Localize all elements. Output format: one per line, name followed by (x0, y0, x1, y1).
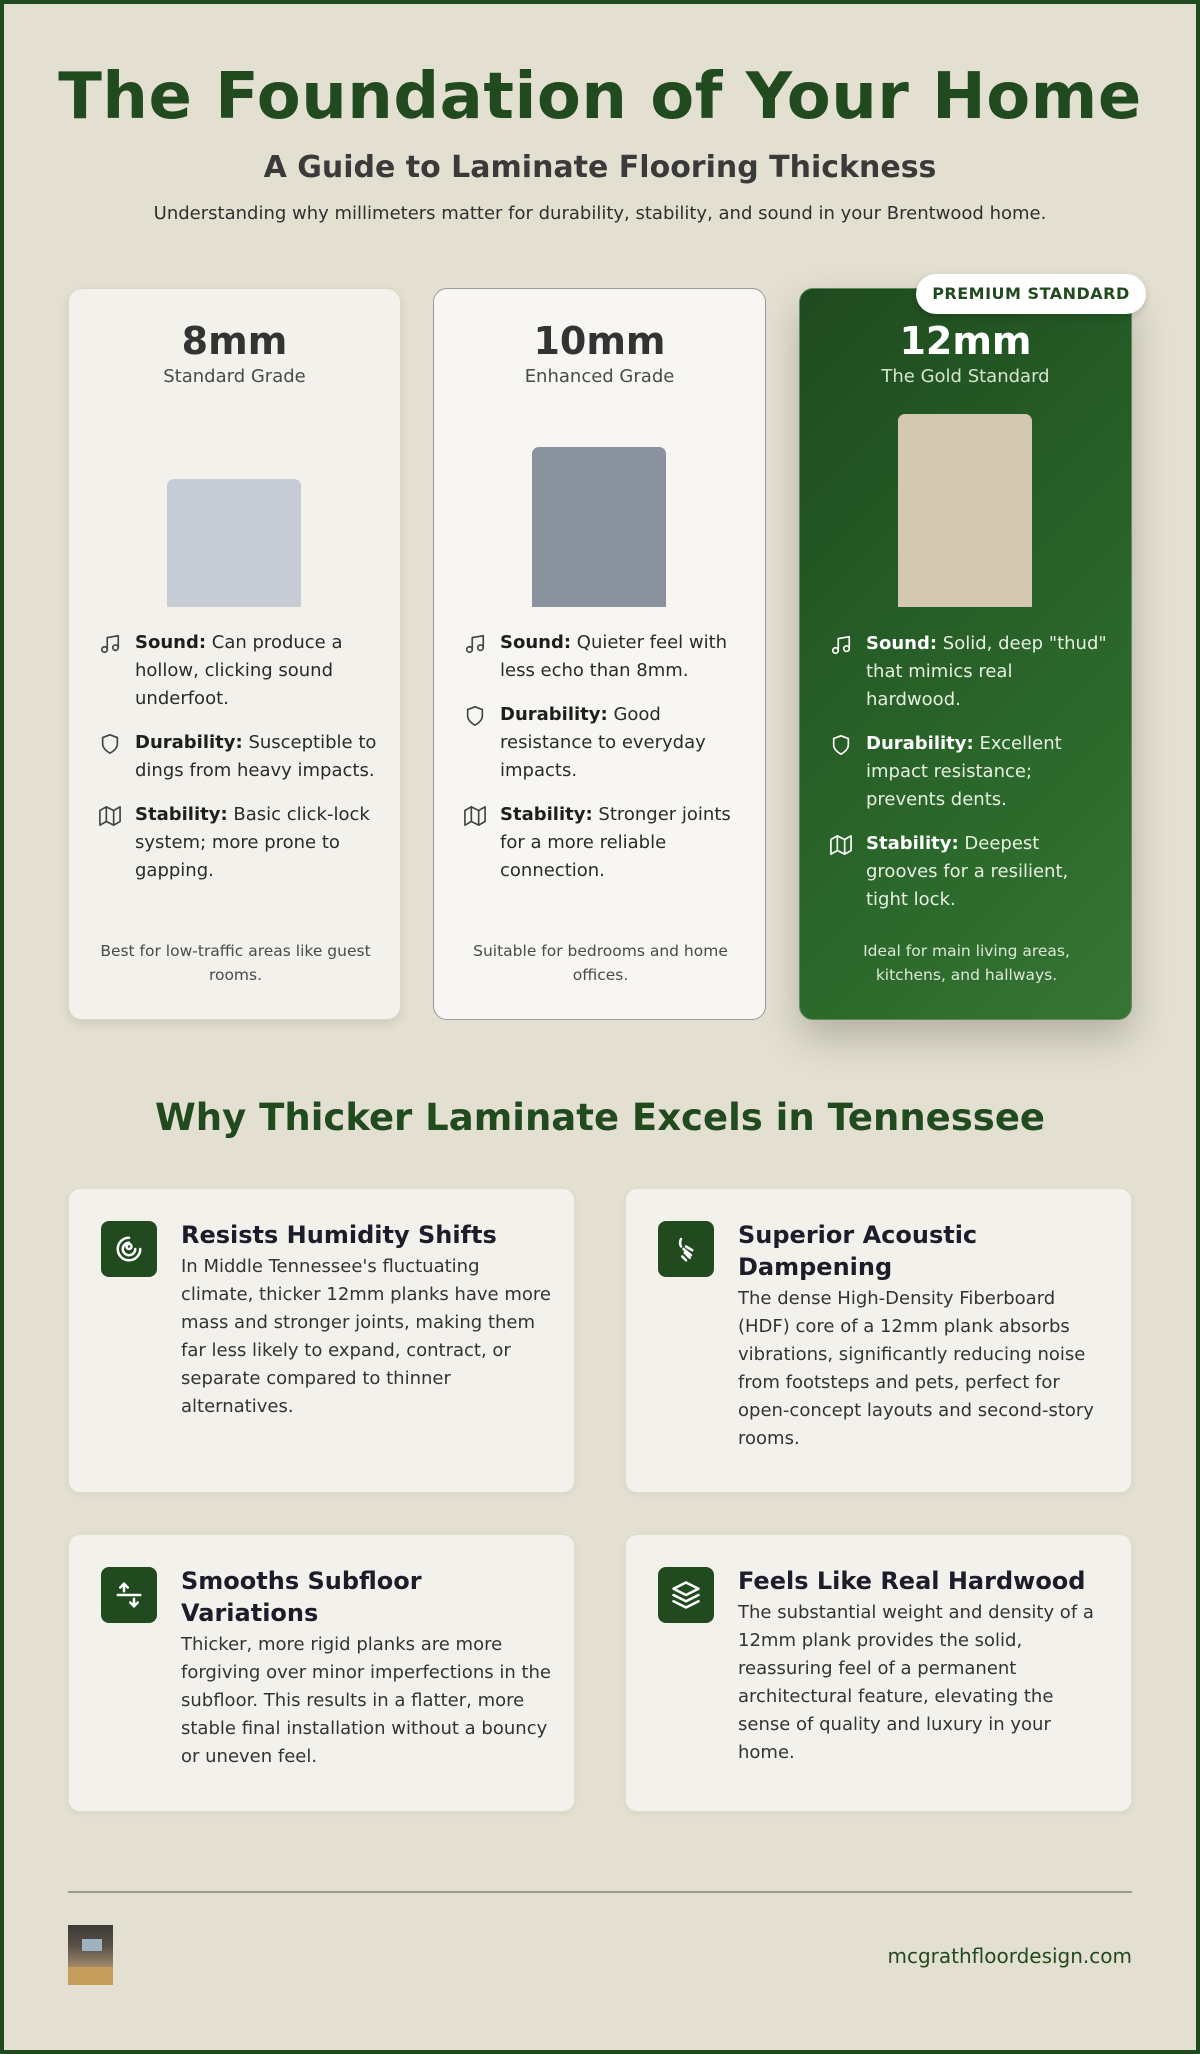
feature-description: Susceptible to dings from heavy impacts. (135, 732, 377, 781)
layers-icon (658, 1567, 714, 1623)
benefit-card-subfloor (68, 1534, 575, 1812)
ear-icon (658, 1221, 714, 1277)
feature-label: Stability: (866, 833, 959, 854)
tier-features (830, 630, 1110, 930)
feature-stability (464, 801, 744, 885)
tier-recommendation: Best for low-traffic areas like guest rooms. (100, 942, 371, 984)
tier-recommendation: Ideal for main living areas, kitchens, and hallways. (863, 942, 1070, 984)
music-note-icon (99, 629, 135, 713)
tier-thickness: 8mm (181, 319, 288, 363)
benefit-title: Superior Acoustic Dampening (738, 1221, 978, 1281)
feature-description: Basic click-lock system; more prone to gapping. (135, 804, 370, 881)
map-icon (99, 801, 135, 885)
feature-durability (464, 701, 744, 785)
feature-durability (830, 730, 1110, 814)
feature-label: Stability: (500, 804, 593, 825)
feature-stability (830, 830, 1110, 914)
feature-label: Sound: (135, 632, 207, 653)
tier-features (464, 629, 744, 901)
benefit-text: The substantial weight and density of a 12mm plank provides the solid, reassuring feel of a permanent architectural feature, elevating the sense of quality and luxury in your home. (738, 1602, 1094, 1763)
feature-label: Sound: (500, 632, 572, 653)
feature-description: Quieter feel with less echo than 8mm. (500, 632, 728, 681)
feature-durability (99, 729, 379, 785)
thickness-swatch (898, 414, 1032, 607)
benefit-text: Thicker, more rigid planks are more forgiving over minor imperfections in the subfloor. This results in a flatter, more stable final installation without a bouncy or uneven feel. (181, 1634, 552, 1767)
page-header (0, 58, 1200, 226)
feature-label: Durability: (866, 733, 974, 754)
tier-thickness: 12mm (899, 319, 1032, 363)
feature-stability (99, 801, 379, 885)
feature-label: Durability: (135, 732, 243, 753)
benefit-title: Feels Like Real Hardwood (738, 1567, 1086, 1595)
feature-sound (830, 630, 1110, 714)
tier-card-12mm (799, 288, 1132, 1020)
tier-grade: Enhanced Grade (524, 366, 675, 387)
feature-label: Sound: (866, 633, 938, 654)
feature-description: Can produce a hollow, clicking sound underfoot. (135, 632, 343, 709)
level-arrows-icon (101, 1567, 157, 1623)
tier-card-8mm (68, 288, 401, 1020)
website-link[interactable]: mcgrathfloordesign.com (887, 1944, 1132, 1968)
page-title: The Foundation of Your Home (58, 60, 1142, 134)
feature-sound (99, 629, 379, 713)
tier-card-10mm (433, 288, 766, 1020)
thickness-swatch (532, 447, 666, 607)
benefit-title: Smooths Subfloor Variations (181, 1567, 422, 1627)
feature-description: Solid, deep "thud" that mimics real hardwood. (866, 633, 1107, 710)
feature-description: Excellent impact resistance; prevents dents. (866, 733, 1062, 810)
tier-grade: The Gold Standard (881, 366, 1050, 387)
benefit-card-acoustic (625, 1188, 1132, 1493)
feature-description: Deepest grooves for a resilient, tight lock. (866, 833, 1069, 910)
shield-icon (830, 730, 866, 814)
premium-standard-badge: PREMIUM STANDARD (916, 274, 1146, 314)
tier-grade: Standard Grade (163, 366, 306, 387)
music-note-icon (830, 630, 866, 714)
footer-divider (68, 1891, 1132, 1893)
map-icon (830, 830, 866, 914)
tier-recommendation: Suitable for bedrooms and home offices. (473, 942, 728, 984)
music-note-icon (464, 629, 500, 685)
feature-label: Durability: (500, 704, 608, 725)
shield-icon (99, 729, 135, 785)
thickness-comparison (68, 288, 1132, 1020)
tier-features (99, 629, 379, 901)
thickness-swatch (167, 479, 301, 607)
feature-label: Stability: (135, 804, 228, 825)
benefit-title: Resists Humidity Shifts (181, 1221, 497, 1249)
benefit-text: In Middle Tennessee's fluctuating climate, thicker 12mm planks have more mass and stronger joints, making them far less likely to expand, contract, or separate compared to thinner alternatives. (181, 1256, 551, 1417)
tier-thickness: 10mm (533, 319, 666, 363)
section-title: Why Thicker Laminate Excels in Tennessee (154, 1096, 1046, 1139)
feature-description: Good resistance to everyday impacts. (500, 704, 706, 781)
benefit-card-hardwood (625, 1534, 1132, 1812)
map-icon (464, 801, 500, 885)
benefit-card-humidity (68, 1188, 575, 1493)
feature-sound (464, 629, 744, 685)
page-subtitle: A Guide to Laminate Flooring Thickness (263, 150, 937, 185)
feature-description: Stronger joints for a more reliable connection. (500, 804, 731, 881)
benefit-text: The dense High-Density Fiberboard (HDF) core of a 12mm plank absorbs vibrations, significantly reducing noise from footsteps and pets, perfect for open-concept layouts and second-story rooms. (738, 1288, 1094, 1449)
shield-icon (464, 701, 500, 785)
showroom-thumbnail (68, 1925, 113, 1985)
humidity-swirl-icon (101, 1221, 157, 1277)
intro-text: Understanding why millimeters matter for durability, stability, and sound in your Brentwood home. (153, 203, 1047, 224)
